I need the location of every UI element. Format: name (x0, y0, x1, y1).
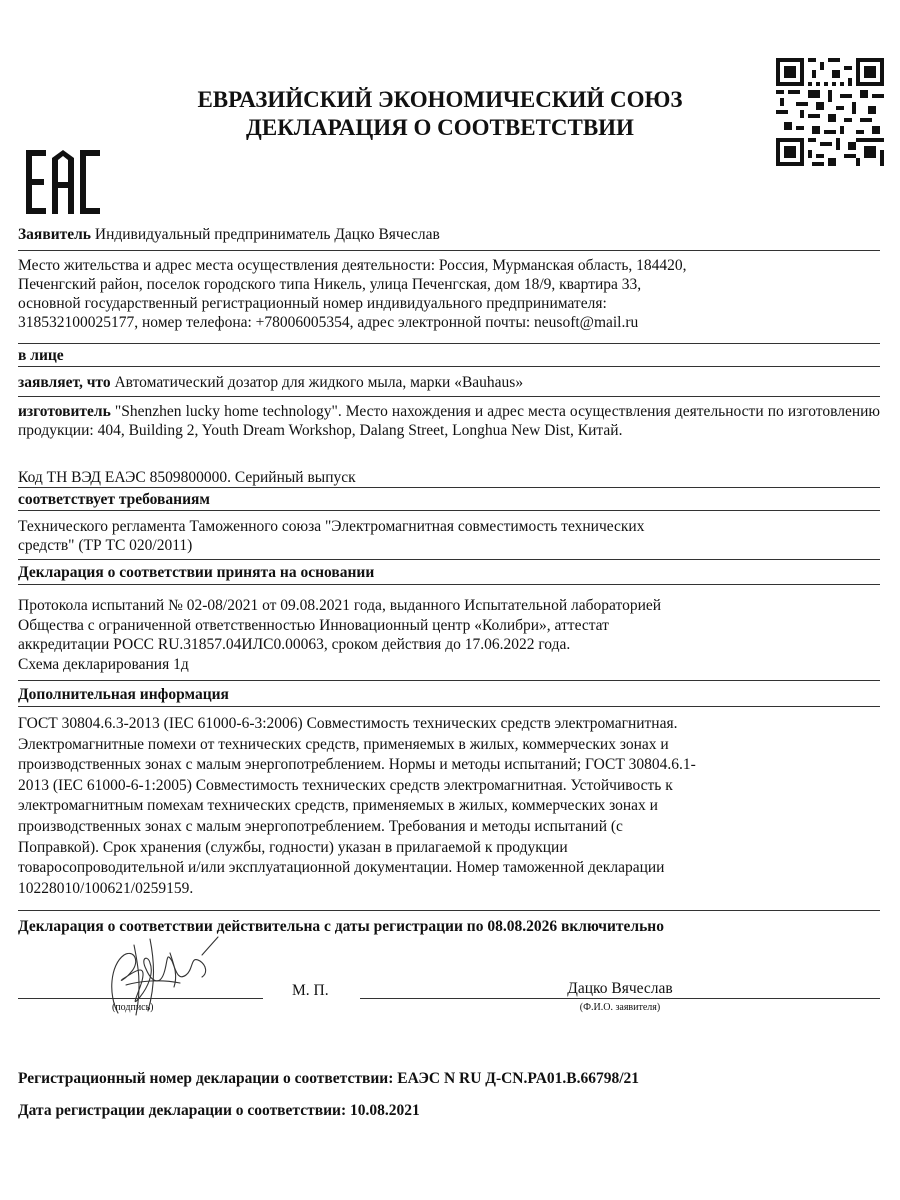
commodity-code: Код ТН ВЭД ЕАЭС 8509800000. Серийный выпуск (18, 469, 356, 486)
manufacturer-block (18, 402, 880, 440)
basis-line: Общества с ограниченной ответственностью Инновационный центр «Колибри», аттестат (18, 616, 609, 634)
additional-line: производственных зонах с малым энергопотреблением. Требования и методы испытаний (с (18, 817, 623, 835)
applicant-name: Дацко Вячеслав (567, 980, 673, 997)
divider (18, 706, 880, 707)
additional-line: Электромагнитные помехи от технических средств, применяемых в жилых, коммерческих зонах и (18, 735, 669, 753)
registration-date (18, 1102, 420, 1120)
additional-line: Поправкой). Срок хранения (службы, годности) указан в прилагаемой к продукции (18, 838, 568, 856)
applicant-row (18, 225, 880, 244)
basis-block (18, 596, 880, 674)
regulation-line: Технического регламента Таможенного союза "Электромагнитная совместимость технических (18, 518, 645, 535)
registration-number-text: Регистрационный номер декларации о соответствии: ЕАЭС N RU Д-CN.PA01.B.66798/21 (18, 1070, 640, 1087)
registration-date-text: Дата регистрации декларации о соответствии: 10.08.2021 (18, 1102, 420, 1119)
additional-row (18, 685, 880, 704)
applicant-label: Заявитель (18, 226, 92, 243)
applicant-name-caption: (Ф.И.О. заявителя) (579, 1002, 661, 1013)
union-title: ЕВРАЗИЙСКИЙ ЭКОНОМИЧЕСКИЙ СОЮЗ (197, 87, 683, 112)
qr-code (776, 58, 884, 166)
basis-line: Протокола испытаний № 02-08/2021 от 09.08.2021 года, выданного Испытательной лабораторией (18, 597, 662, 614)
validity-text: Декларация о соответствии действительна с даты регистрации по 08.08.2026 включительно (18, 918, 664, 935)
divider (18, 680, 880, 681)
divider (18, 910, 880, 911)
registration-number (18, 1070, 639, 1088)
in-person-label: в лице (18, 347, 64, 364)
applicant-value: Индивидуальный предприниматель Дацко Вячеслав (91, 226, 440, 243)
regulation-block (18, 517, 880, 555)
basis-label: Декларация о соответствии принята на основании (18, 564, 375, 581)
complies-row (18, 490, 880, 509)
address-line: Место жительства и адрес места осуществления деятельности: Россия, Мурманская область, 184420, (18, 257, 687, 274)
divider (18, 584, 880, 585)
stamp-label: М. П. (292, 982, 329, 999)
divider (18, 487, 880, 488)
additional-line: 2013 (IEC 61000-6-1:2005) Совместимость технических средств электромагнитная. Устойчивость к (18, 776, 673, 794)
complies-label: соответствует требованиям (18, 491, 210, 508)
document-header (120, 86, 760, 142)
basis-row (18, 563, 880, 582)
manufacturer-label: изготовитель (18, 403, 111, 420)
regulation-line: средств" (ТР ТС 020/2011) (18, 537, 193, 554)
additional-label: Дополнительная информация (18, 686, 229, 703)
divider (18, 250, 880, 251)
signature-line (18, 998, 263, 999)
declares-row (18, 373, 880, 392)
declares-label: заявляет, что (18, 374, 111, 391)
declaration-title: ДЕКЛАРАЦИЯ О СООТВЕТСТВИИ (246, 115, 634, 140)
divider (18, 343, 880, 344)
additional-block (18, 714, 880, 899)
signature-caption: (подпись) (112, 1002, 154, 1013)
additional-line: ГОСТ 30804.6.3-2013 (IEC 61000-6-3:2006) Совместимость технических средств электромагнитная. (18, 715, 678, 732)
address-block (18, 256, 880, 332)
divider (18, 510, 880, 511)
additional-line: товаросопроводительной и/или эксплуатационной документации. Номер таможенной декларации (18, 859, 665, 877)
basis-line: Схема декларирования 1д (18, 655, 189, 673)
basis-line: аккредитации РОСС RU.31857.04ИЛС0.00063, сроком действия до 17.06.2022 года. (18, 636, 571, 653)
applicant-name-line (360, 998, 880, 999)
divider (18, 366, 880, 367)
additional-line: 10228010/100621/0259159. (18, 879, 194, 897)
eac-logo (26, 150, 100, 214)
in-person-row (18, 346, 880, 365)
handwritten-signature (90, 925, 230, 1020)
address-line: Печенгский район, поселок городского типа Никель, улица Печенгская, дом 18/9, квартира 33, (18, 276, 642, 293)
product-description: Автоматический дозатор для жидкого мыла, марки «Bauhaus» (110, 374, 524, 391)
address-line: 318532100025177, номер телефона: +78006005354, адрес электронной почты: neusoft@mail.ru (18, 314, 639, 331)
address-line: основной государственный регистрационный номер индивидуального предпринимателя: (18, 295, 607, 312)
divider (18, 559, 880, 560)
divider (18, 396, 880, 397)
manufacturer-value: "Shenzhen lucky home technology". Место нахождения и адрес места осуществления деятельности по изготовлению продукции: 404, Building 2, Youth Dream Workshop, Dalang Street, Longhua New Dist, Китай. (18, 403, 880, 439)
additional-line: электромагнитным помехам технических средств, применяемых в жилых, коммерческих зонах и (18, 797, 658, 815)
additional-line: производственных зонах с малым энергопотреблением. Нормы и методы испытаний; ГОСТ 30804.6.1- (18, 756, 696, 774)
